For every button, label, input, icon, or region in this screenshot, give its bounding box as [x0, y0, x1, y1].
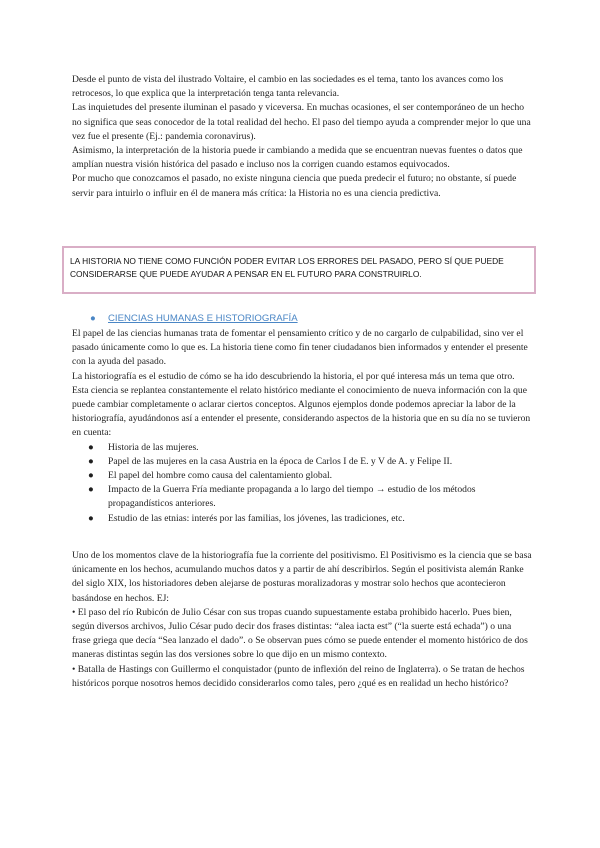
paragraph-futuro: Por mucho que conozcamos el pasado, no existe ninguna ciencia que pueda predecir el futuro; no obstante, sí puede servir para intuirlo o influir en él de manera más crítica: la Historia no es una ciencia predictiva. [72, 173, 517, 199]
intro-section [72, 73, 532, 201]
paragraph-voltaire: Desde el punto de vista del ilustrado Voltaire, el cambio en las sociedades es el tema, tanto los avances como los retrocesos, lo que explica que la interpretación tenga tanta relevancia. [72, 74, 504, 100]
positivismo-section [72, 549, 532, 691]
paragraph-inquietudes: Las inquietudes del presente iluminan el pasado y viceversa. En muchas ocasiones, el ser contemporáneo de un hecho no significa que seas conocedor de la total realidad del hecho. El paso del tiempo ayuda a comprender mejor lo que una vez fue el presente (Ej.: pandemia coronavirus). [72, 102, 531, 142]
list-item: ● Historia de las mujeres. [108, 441, 532, 455]
list-item: ● Impacto de la Guerra Fría mediante propaganda a lo largo del tiempo → estudio de los métodos propagandísticos anteriores. [88, 484, 476, 510]
bullet-dot-icon: ● [88, 512, 94, 524]
highlight-callout-box [62, 246, 536, 294]
bullet-dot-icon: ● [88, 455, 94, 467]
section-title: CIENCIAS HUMANAS E HISTORIOGRAFÍA [108, 313, 298, 324]
ciencias-section [72, 327, 532, 526]
paragraph-positivismo: Uno de los momentos clave de la historiografía fue la corriente del positivismo. El Positivismo es la ciencia que se basa únicamente en los hechos, acumulando muchos datos y a partir de ahí describirlos. Según el positivista alemán Ranke del siglo XIX, los historiadores deben alejarse de posturas moralizadoras y mostrar solo hechos que acontecieron basándose en hechos. EJ: [72, 550, 532, 604]
list-item: ● Estudio de las etnias: interés por las familias, los jóvenes, las tradiciones, etc. [108, 512, 532, 526]
paragraph-ciencias-humanas: El papel de las ciencias humanas trata de fomentar el pensamiento crítico y de no cargarlo de culpabilidad, sino ver el pasado únicamente como lo que es. La historia tiene como fin tener ciudadanos bien informados y entender el presente con la ayuda del pasado. [72, 328, 528, 368]
bullet-dot-icon: ● [90, 313, 96, 324]
section-heading-ciencias-humanas [90, 312, 298, 326]
paragraph-interpretacion: Asimismo, la interpretación de la historia puede ir cambiando a medida que se encuentran nuevas fuentes o datos que amplían nuestra visión histórica del pasado e incluso nos la corrigen cuando estamos equivocados. [72, 145, 523, 171]
bullet-dot-icon: ● [88, 470, 94, 482]
paragraph-historiografia: La historiografía es el estudio de cómo se ha ido descubriendo la historia, el por qué interesa más un tema que otro. Esta ciencia se replantea constantemente el relato histórico mediante el conocimiento de nueva información con la que puede cambiar completamente o aclarar ciertos conceptos. Algunos ejemplos donde podemos apreciar la labor de la historiografía, ayudándonos así a entender el presente, considerando aspectos de la historia que en su día no se tuvieron en cuenta: [72, 370, 531, 439]
list-item: ● Papel de las mujeres en la casa Austria en la época de Carlos I de E. y V de A. y Felipe II. [108, 455, 532, 469]
bullet-dot-icon: ● [88, 441, 94, 453]
bullet-dot-icon: ● [88, 484, 94, 496]
paragraph-hastings: • Batalla de Hastings con Guillermo el conquistador (punto de inflexión del reino de Inglaterra). o Se tratan de hechos históricos porque nosotros hemos decidido considerarlos como tales, pero ¿qué es en realidad un hecho histórico? [72, 663, 525, 689]
list-item: ● El papel del hombre como causa del calentamiento global. [108, 469, 532, 483]
paragraph-rubicon: • El paso del río Rubicón de Julio César con sus tropas cuando supuestamente estaba prohibido hacerlo. Pues bien, según diversos archivos, Julio César pudo decir dos frases distintas: “alea iacta est” (“la suerte está echada”) o una frase griega que decía “Sea lanzado el dado”. o Se observan pues cómo se puede entender el momento histórico de dos maneras distintas según las dos versiones sobre lo que dijo en un mismo contexto. [72, 606, 528, 661]
examples-list [72, 441, 532, 526]
callout-text: LA HISTORIA NO TIENE COMO FUNCIÓN PODER EVITAR LOS ERRORES DEL PASADO, PERO SÍ QUE PUEDE CONSIDERARSE QUE PUEDE AYUDAR A PENSAR EN EL FUTURO PARA CONSTRUIRLO. [70, 256, 504, 279]
